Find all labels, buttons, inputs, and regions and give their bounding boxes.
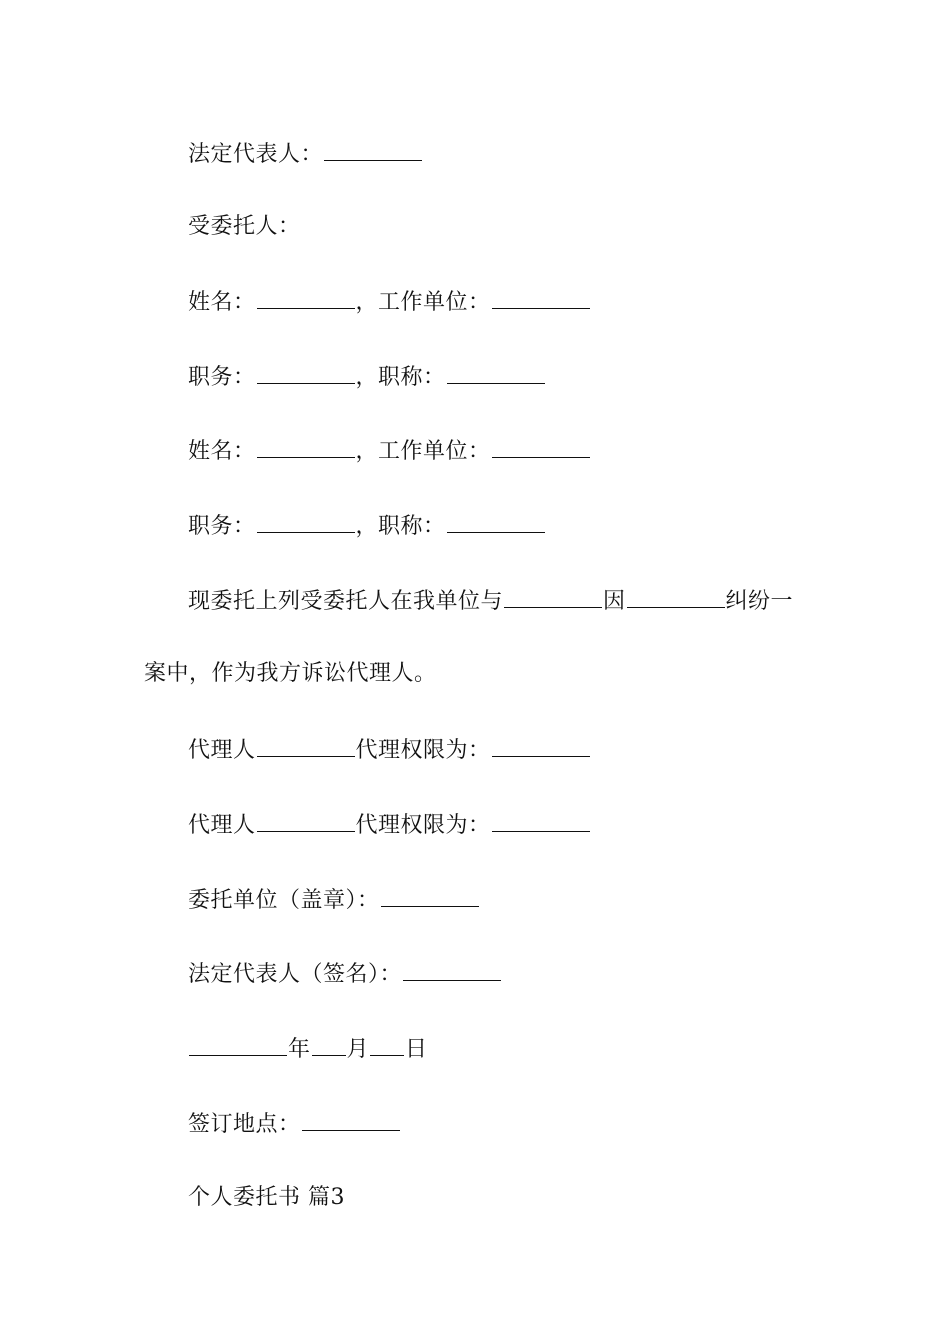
year-label: 年 <box>288 1037 311 1062</box>
authority2-scope-blank[interactable] <box>492 809 590 832</box>
agent-heading-label: 受委托人： <box>188 214 301 239</box>
rank-label: ，职称： <box>355 365 446 390</box>
rank-label: ，职称： <box>355 514 446 539</box>
agent1-name-blank[interactable] <box>257 286 355 309</box>
sign-place-label: 签订地点： <box>188 1112 301 1137</box>
delegation-text-a: 现委托上列受委托人在我单位与 <box>188 589 504 614</box>
agent2-rank-blank[interactable] <box>447 510 545 533</box>
entrusting-unit-blank[interactable] <box>381 884 479 907</box>
entrusting-unit-label: 委托单位（盖章）： <box>188 888 380 913</box>
agent-label: 代理人 <box>188 813 256 838</box>
delegation-text-cont: 案中，作为我方诉讼代理人。 <box>144 661 437 686</box>
dispute-cause-blank[interactable] <box>627 585 725 608</box>
agent2-work-unit-blank[interactable] <box>492 435 590 458</box>
legal-rep-signature-blank[interactable] <box>403 958 501 981</box>
agent1-position-blank[interactable] <box>257 361 355 384</box>
agent2-title-line <box>188 510 546 542</box>
agent1-title-line <box>188 361 546 393</box>
section-heading <box>188 1183 345 1213</box>
work-unit-label: ，工作单位： <box>355 290 491 315</box>
legal-representative-label: 法定代表人： <box>188 142 324 167</box>
month-blank[interactable] <box>312 1033 346 1056</box>
agent2-position-blank[interactable] <box>257 510 355 533</box>
sign-place-line <box>188 1108 401 1140</box>
legal-representative-blank[interactable] <box>324 138 422 161</box>
section-heading-label: 个人委托书 篇3 <box>188 1185 345 1210</box>
authority1-line <box>188 734 591 766</box>
legal-rep-signature-line <box>188 958 502 990</box>
authority2-agent-blank[interactable] <box>257 809 355 832</box>
sign-place-blank[interactable] <box>302 1108 400 1131</box>
month-label: 月 <box>346 1037 370 1062</box>
authority1-scope-blank[interactable] <box>492 734 590 757</box>
date-line <box>188 1033 428 1065</box>
year-blank[interactable] <box>189 1033 287 1056</box>
delegation-continuation <box>144 659 437 689</box>
position-label: 职务： <box>188 514 256 539</box>
entrusting-unit-line <box>188 884 480 916</box>
agent1-rank-blank[interactable] <box>447 361 545 384</box>
day-blank[interactable] <box>370 1033 404 1056</box>
agent1-work-unit-blank[interactable] <box>492 286 590 309</box>
agent2-name-line <box>188 435 591 467</box>
counterparty-blank[interactable] <box>504 585 602 608</box>
work-unit-label: ，工作单位： <box>355 439 491 464</box>
agent1-name-line <box>188 286 591 318</box>
delegation-text-c: 纠纷一 <box>725 589 794 614</box>
agent-label: 代理人 <box>188 738 256 763</box>
authority2-line <box>188 809 591 841</box>
legal-representative-line <box>188 138 423 170</box>
agent-heading <box>188 212 301 242</box>
name-label: 姓名： <box>188 439 256 464</box>
authority-label: 代理权限为： <box>355 813 491 838</box>
name-label: 姓名： <box>188 290 256 315</box>
delegation-text-b: 因 <box>603 589 626 614</box>
delegation-line <box>188 585 793 617</box>
authority1-agent-blank[interactable] <box>257 734 355 757</box>
authority-label: 代理权限为： <box>355 738 491 763</box>
agent2-name-blank[interactable] <box>257 435 355 458</box>
legal-rep-signature-label: 法定代表人（签名）： <box>188 962 403 987</box>
position-label: 职务： <box>188 365 256 390</box>
day-label: 日 <box>405 1037 428 1062</box>
